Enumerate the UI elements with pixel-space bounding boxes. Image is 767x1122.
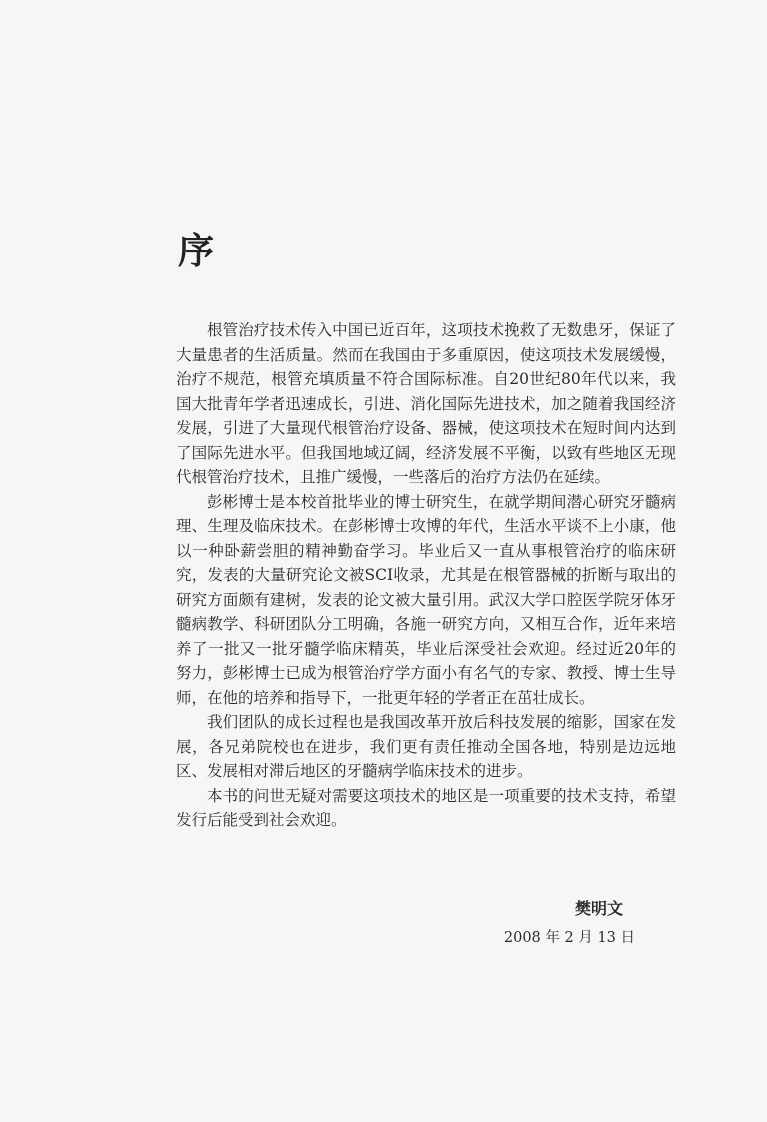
paragraph-2: 彭彬博士是本校首批毕业的博士研究生，在就学期间潜心研究牙髓病理、生理及临床技术。在彭彬博士攻博的年代，生活水平谈不上小康，他以一种卧薪尝胆的精神勤奋学习。毕业后又一直从事根管治疗的临床研究，发表的大量研究论文被SCI收录，尤其是在根管器械的折断与取出的研究方面颇有建树，发表的论文被大量引用。武汉大学口腔医学院牙体牙髓病教学、科研团队分工明确，各施一研究方向，又相互合作，近年来培养了一批又一批牙髓学临床精英，毕业后深受社会欢迎。经过近20年的努力，彭彬博士已成为根管治疗学方面小有名气的专家、教授、博士生导师，在他的培养和指导下，一批更年轻的学者正在茁壮成长。 <box>176 492 676 707</box>
paragraph-3: 我们团队的成长过程也是我国改革开放后科技发展的缩影，国家在发展，各兄弟院校也在进步，我们更有责任推动全国各地，特别是边远地区、发展相对滞后地区的牙髓病学临床技术的进步。 <box>176 713 676 780</box>
paragraph-1: 根管治疗技术传入中国已近百年，这项技术挽救了无数患牙，保证了大量患者的生活质量。然而在我国由于多重原因，使这项技术发展缓慢，治疗不规范，根管充填质量不符合国际标准。自20世纪80年代以来，我国大批青年学者迅速成长，引进、消化国际先进技术，加之随着我国经济发展，引进了大量现代根管治疗设备、器械，使这项技术在短时间内达到了国际先进水平。但我国地域辽阔，经济发展不平衡，以致有些地区无现代根管治疗技术，且推广缓慢，一些落后的治疗方法仍在延续。 <box>176 321 676 486</box>
paragraph-4: 本书的问世无疑对需要这项技术的地区是一项重要的技术支持，希望发行后能受到社会欢迎。 <box>176 786 676 829</box>
signature-date: 2008 年 2 月 13 日 <box>503 930 635 946</box>
page-title: 序 <box>178 231 215 272</box>
author-name: 樊明文 <box>574 899 623 918</box>
signature-block <box>504 898 635 950</box>
preface-body <box>176 318 676 833</box>
